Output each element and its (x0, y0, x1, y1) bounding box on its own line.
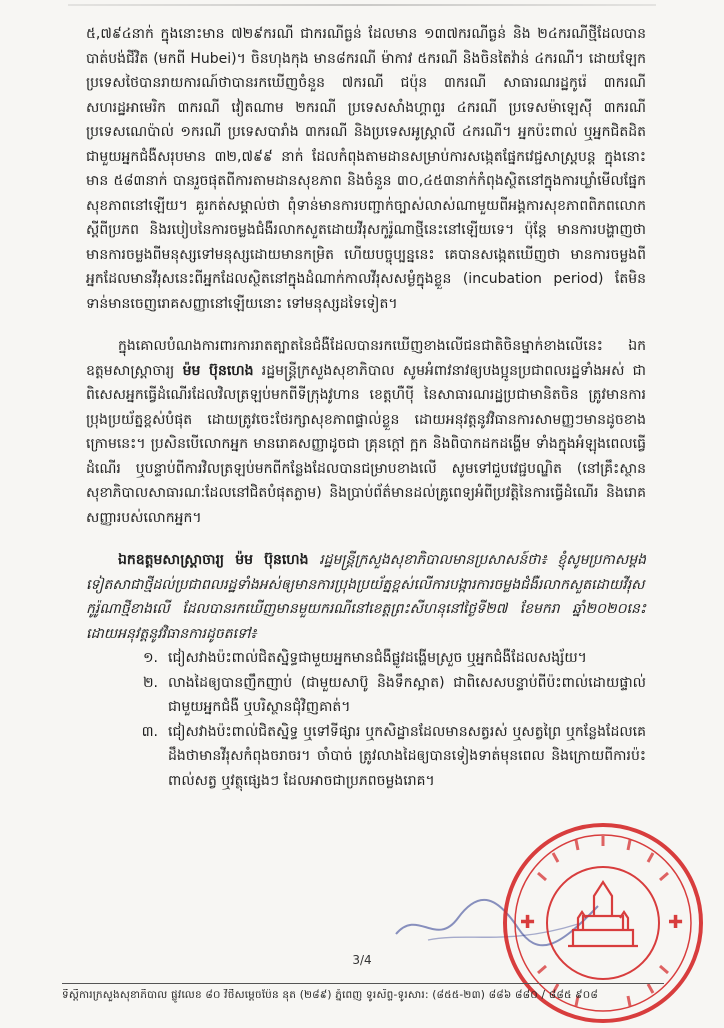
list-item (86, 646, 646, 671)
paragraph-appeal-rest: រដ្ឋមន្ត្រីក្រសួងសុខាភិបាល សូមអំពាវនាវឲ្យបងប្អូនប្រជាពលរដ្ឋទាំងអស់ ជាពិសេសអ្នកធ្វើដំណើរដែលវិលត្រឡប់មកពីទីក្រុងវូហាន ខេត្តហឺប៉ី នៃសាធារណរដ្ឋប្រជាមានិតចិន ត្រូវមានការប្រុងប្រយ័ត្នខ្ពស់បំផុត ដោយត្រូវចេះថែរក្សាសុខភាពផ្ទាល់ខ្លួន ដោយអនុវត្តនូវវិធានការសាមញ្ញៗមានដូចខាងក្រោមនេះ។ ប្រសិនបើលោកអ្នក មានរោគសញ្ញាដូចជា គ្រុនក្តៅ ក្អក និងពិបាកដកដង្ហើម ទាំងក្នុងអំឡុងពេលធ្វើដំណើរ ឬបន្ទាប់ពីការវិលត្រឡប់មកពីកន្លែងដែលបានជម្រាបខាងលើ សូមទៅជួបវេជ្ជបណ្ឌិត (នៅគ្រឹះស្ថានសុខាភិបាលសាធារណៈដែលនៅជិតបំផុតភ្លាម) និងប្រាប់ព័ត៌មានដល់គ្រូពេទ្យអំពីប្រវត្តិនៃការធ្វើដំណើរ និងរោគសញ្ញារបស់លោកអ្នក។ (86, 362, 646, 526)
document-body (86, 22, 646, 793)
svg-text:✚: ✚ (520, 912, 536, 933)
list-item-text: លាងដៃឲ្យបានញឹកញាប់ (ជាមួយសាប៊ូ និងទឹកស្អាត) ជាពិសេសបន្ទាប់ពីប៉ះពាល់ដោយផ្ទាល់ជាមួយអ្នកជំងឺ ឬបរិស្ថានជុំវិញគាត់។ (168, 674, 646, 715)
list-item (86, 671, 646, 720)
page-number: 3/4 (352, 953, 372, 967)
list-item-number: ៣. (141, 723, 158, 740)
top-edge-line (68, 4, 656, 6)
paragraph-statistics: ៥,៧៩៤នាក់ ក្នុងនោះមាន ៧២៩ករណី ជាករណីធ្ងន់ ដែលមាន ១៣៧ករណីធ្ងន់ និង ២៤ករណីថ្មីដែលបានបាត់បង់ជីវិត (មកពី Hubei)។ ចិនហុងកុង មាន៨ករណី ម៉ាកាវ ៥ករណី និងចិនតៃវ៉ាន់ ៤ករណី។ ដោយឡែកប្រទេសថៃបានរាយការណ៍ថាបានរកឃើញចំនួន ៧ករណី ជប៉ុន ៣ករណី សាធារណរដ្ឋកូរ៉េ ៣ករណី សហរដ្ឋអាមេរិក ៣ករណី វៀតណាម ២ករណី ប្រទេសសាំងហ្គាពួរ ៤ករណី ប្រទេសម៉ាឡេស៊ី ៣ករណី ប្រទេសណេប៉ាល់ ១ករណី ប្រទេសបារាំង ៣ករណី និងប្រទេសអូស្ត្រាលី ៤ករណី។ អ្នកប៉ះពាល់ ឬអ្នកជិតដិតជាមួយអ្នកជំងឺសរុបមាន ៣២,៧៩៩ នាក់ ដែលកំពុងតាមដានសម្រាប់ការសង្កេតផ្នែកវេជ្ជសាស្ត្របន្ត ក្នុងនោះមាន ៥៨៣នាក់ បានរួចផុតពីការតាមដានសុខភាព និងចំនួន ៣០,៤៥៣នាក់កំពុងស្ថិតនៅក្នុងការឃ្លាំមើលផ្នែកសុខភាពនៅឡើយ។ គួរកត់សម្គាល់ថា ពុំទាន់មានការបញ្ជាក់ច្បាស់លាស់ណាមួយពីអង្គការសុខភាពពិភពលោកស្តីពីប្រភព និងរបៀបនៃការចម្លងជំងឺរលាកសួតដោយវីរុសកូរ៉ូណាថ្មីនេះនៅឡើយទេ។ ប៉ុន្តែ មានការបង្ហាញថា មានការចម្លងពីមនុស្សទៅមនុស្សដោយមានកម្រិត ហើយបច្ចុប្បន្ននេះ គេបានសង្កេតឃើញថា មានការចម្លងពីអ្នកដែលមានវីរុសនេះពីអ្នកដែលស្ថិតនៅក្នុងដំណាក់កាលវីរុសសម្ងំក្នុងខ្លួន (incubation period) តែមិនទាន់មានចេញរោគសញ្ញានៅឡើយនោះ ទៅមនុស្សដទៃទៀត។ (86, 26, 646, 312)
list-item-number: ១. (142, 650, 158, 666)
measures-list (86, 646, 646, 793)
list-item-text: ជៀសវាងប៉ះពាល់ជិតស្និទ្ធ ឬទៅទីផ្សារ ឬកសិដ្ឋានដែលមានសត្វរស់ ឬសត្វព្រៃ ឬកន្លែងដែលគេដឹងថាមានវីរុសកំពុងចរាចរ។ ចាំបាច់ ត្រូវលាងដៃឲ្យបានទៀងទាត់មុនពេល និងក្រោយពីការប៉ះពាល់សត្វ ឬវត្ថុផ្សេងៗ ដែលអាចជាប្រភពចម្លងរោគ។ (168, 723, 646, 789)
footer-divider (62, 983, 664, 984)
paragraph-appeal (86, 334, 646, 530)
svg-text:✚: ✚ (668, 912, 684, 933)
quote-lead: ឯកឧត្តមសាស្ត្រាចារ្យ ម៉ម ប៊ុនហេង (118, 552, 309, 568)
list-item-text: ជៀសវាងប៉ះពាល់ជិតស្និទ្ធជាមួយអ្នកមានជំងឺផ្លូវដង្ហើមស្រួច ឬអ្នកជំងឺដែលសង្ស័យ។ (168, 650, 587, 666)
minister-name: ម៉ម ប៊ុនហេង (182, 362, 254, 379)
quote-text: រដ្ឋមន្ត្រីក្រសួងសុខាភិបាលមានប្រសាសន៍ថា៖ ខ្ញុំសូមប្រកាសម្តងទៀតសាជាថ្មីដល់ប្រជាពលរដ្ឋទាំងអស់ឲ្យមានការប្រុងប្រយ័ត្នខ្ពស់លើការបង្ការការចម្លងជំងឺរលាកសួតដោយវីរុសកូរ៉ូណាថ្មីខាងលើ ដែលបានរកឃើញមានមួយករណីនៅខេត្តព្រះសីហនុនៅថ្ងៃទី២៧ ខែមករា ឆ្នាំ២០២០នេះ ដោយអនុវត្តនូវវិធានការដូចតទៅ៖ (86, 552, 646, 642)
paragraph-appeal-start: ក្នុងគោលបំណងការពារការរាតត្បាតនៃជំងឺដែលបានរកឃើញខាងលើជនជាតិចិនម្នាក់ខាងលើនេះ ឯកឧត្តមសាស្ត្រាចារ្យ (86, 338, 646, 379)
paragraph-quote (86, 548, 646, 646)
footer-address: ទីស្តីការក្រសួងសុខាភិបាល ផ្លូវលេខ ៨០ វិថីសម្តេចប៉ែន នុត (២៨៩) ភ្នំពេញ ទូរស័ព្ទ-ទូរសារ: (៨៥៥-២៣) ៨៨៦ ៨៨០ / ៨៨៥ ៩០៨ (62, 989, 599, 1001)
list-item-number: ២. (142, 674, 158, 691)
list-item (86, 720, 646, 794)
